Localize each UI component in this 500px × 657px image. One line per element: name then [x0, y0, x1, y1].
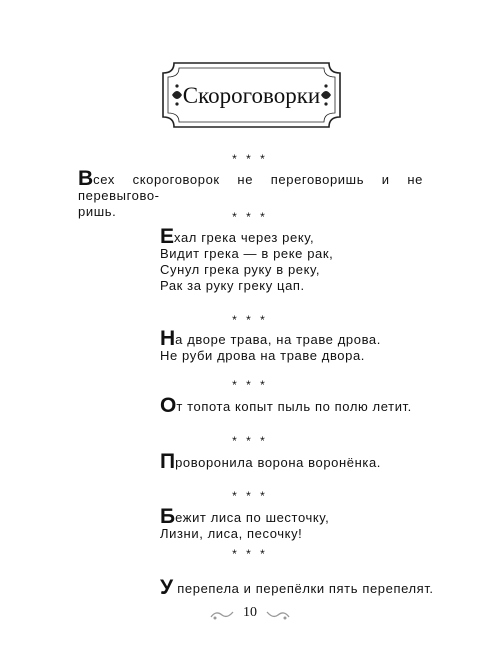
separator-stars: * * * [232, 378, 268, 392]
drop-cap: Е [160, 225, 175, 248]
separator-stars: * * * [232, 152, 268, 166]
tongue-twister [160, 450, 381, 473]
page-footer [0, 606, 500, 624]
poem-line: роворонила ворона воронёнка. [175, 455, 381, 470]
poem-line: ежит лиса по шесточку, [175, 510, 330, 525]
tongue-twister [160, 576, 434, 599]
separator-stars: * * * [232, 489, 268, 503]
tongue-twister [160, 394, 412, 417]
separator-stars: * * * [232, 547, 268, 561]
poem-line: ришь. [78, 204, 117, 219]
drop-cap: О [160, 394, 177, 417]
left-ornament-icon [209, 609, 235, 621]
separator-stars: * * * [232, 313, 268, 327]
page-number: 10 [243, 605, 257, 620]
drop-cap: Н [160, 327, 176, 350]
poem-line: сех скороговорок не переговоришь и не перевыгово- [78, 172, 423, 203]
poem-line: Видит грека — в реке рак, [160, 246, 334, 261]
tongue-twister [160, 225, 334, 294]
separator-stars: * * * [232, 210, 268, 224]
poem-line: Сунул грека руку в реку, [160, 262, 321, 277]
drop-cap: У [160, 576, 174, 599]
tongue-twister [160, 327, 381, 364]
poem-line: Не руби дрова на траве двора. [160, 348, 366, 363]
separator-stars: * * * [232, 434, 268, 448]
right-ornament-icon [265, 609, 291, 621]
poem-line: т топота копыт пыль по полю летит. [176, 399, 412, 414]
poem-line: а дворе трава, на траве дрова. [175, 332, 381, 347]
drop-cap: Б [160, 505, 176, 528]
poem-line: Рак за руку греку цап. [160, 278, 305, 293]
page-title: Скороговорки [182, 83, 321, 108]
tongue-twister [160, 505, 330, 542]
title-frame [160, 60, 343, 130]
poem-line: хал грека через реку, [174, 230, 315, 245]
tongue-twister [78, 167, 423, 220]
poem-line: перепела и перепёлки пять перепелят. [173, 581, 434, 596]
poem-line: Лизни, лиса, песочку! [160, 526, 303, 541]
drop-cap: В [78, 167, 94, 190]
drop-cap: П [160, 450, 176, 473]
